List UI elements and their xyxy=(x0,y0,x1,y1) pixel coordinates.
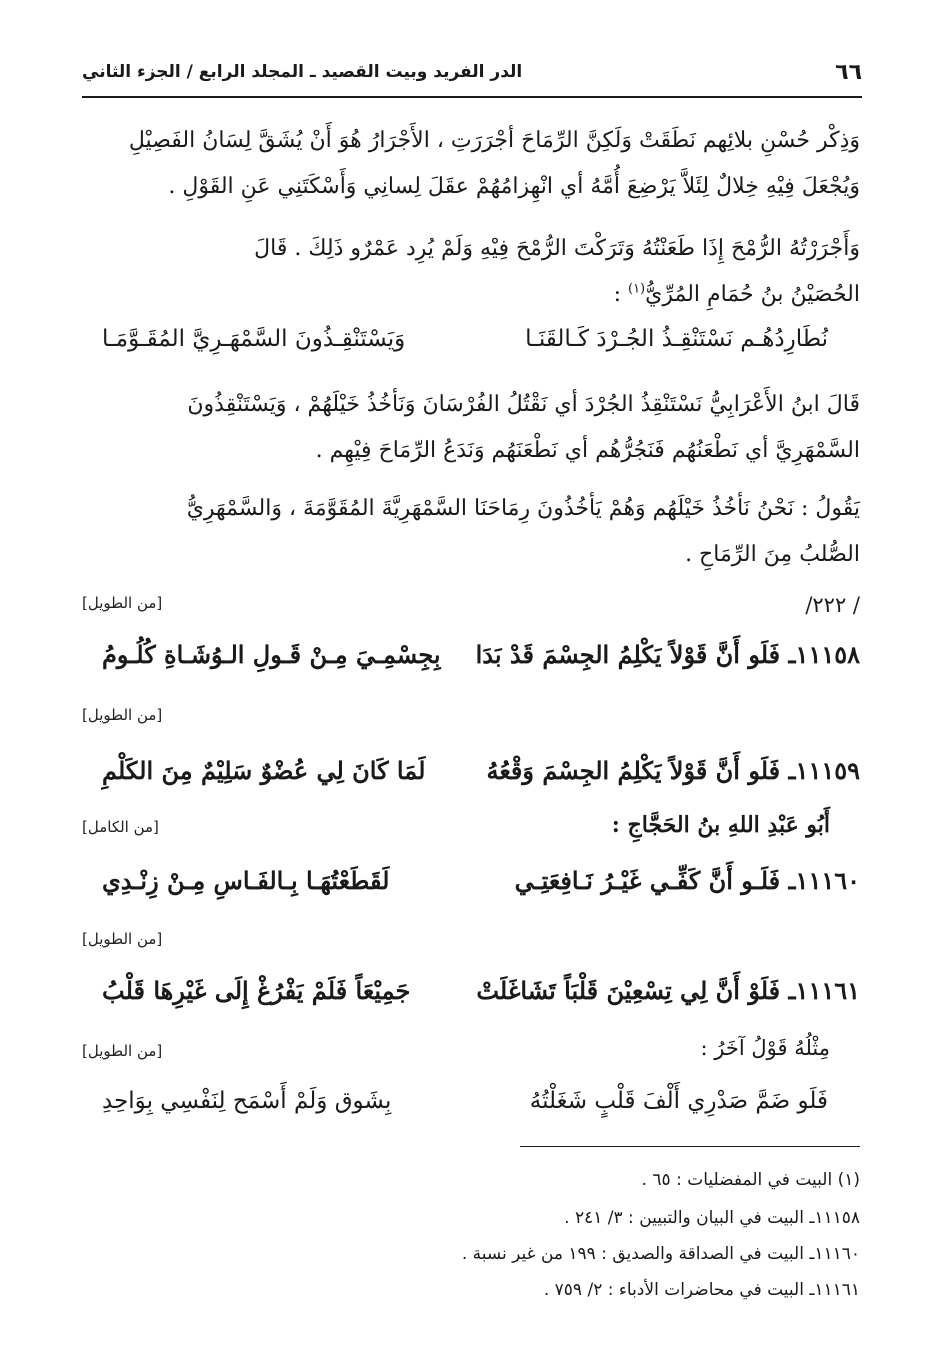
poem-verse xyxy=(80,640,860,686)
hemistich-first xyxy=(486,756,860,785)
hemistich-first xyxy=(476,640,860,669)
hemistich-text: فَلَو أَنَّ قَوْلاً يَكْلِمُ الجِسْمَ وَقْعُهُ xyxy=(486,756,781,785)
verse-intro: مِثْلُهُ قَوْلُ آخَرُ : xyxy=(700,1036,830,1060)
hemistich-text: فَلَو أَنَّ قَوْلاً يَكْلِمُ الجِسْمَ قَدْ بَدَا xyxy=(475,640,781,669)
footnote-ref: (١) xyxy=(627,281,646,297)
text-line: وَذِكْر حُسْنِ بلائِهم نَطَقَتْ وَلَكِنَّ الرِّمَاحَ أجْرَرَتِ ، الأَجْرَارُ هُوَ أَنْ يُشَقَّ لِسَانُ الفَصِيْلِ xyxy=(128,128,860,153)
verse-number: ١١١٦٠ـ xyxy=(788,866,860,895)
hemistich-second: وَيَسْتَنْقِـذُونَ السَّمْهَـرِيَّ المُقَـوَّمَـا xyxy=(102,326,406,352)
page-header xyxy=(82,56,862,98)
quoted-verse xyxy=(80,326,860,372)
poet-name: أَبُو عَبْدِ اللهِ بنُ الحَجَّاجِ : xyxy=(611,812,830,838)
verse-number: ١١١٦١ـ xyxy=(788,976,860,1005)
hemistich-second: بِشَوق وَلَمْ أَسْمَح لِنَفْسِي بِوَاحِدِ xyxy=(102,1088,392,1114)
text-line: الصُّلبُ مِنَ الرِّمَاحِ . xyxy=(685,542,860,567)
meter-label: [من الطويل] xyxy=(82,1042,163,1060)
commentary-paragraph-1 xyxy=(80,118,860,210)
explanation-paragraph-1 xyxy=(80,382,860,474)
hemistich-second: جَمِيْعَاً فَلَمْ يَفْرُغْ إِلَى غَيْرِهَا قَلْبُ xyxy=(102,976,411,1005)
footnote-divider xyxy=(520,1146,860,1147)
text-line xyxy=(80,272,860,318)
hemistich-first xyxy=(515,866,860,895)
poem-verse xyxy=(80,1088,860,1134)
verse-number: ١١١٥٨ـ xyxy=(788,640,860,669)
poem-verse xyxy=(80,756,860,802)
meter-label: [من الطويل] xyxy=(82,594,163,612)
footnote: ١١١٦٠ـ البيت في الصداقة والصديق : ١٩٩ من غير نسبة . xyxy=(461,1244,860,1264)
running-title: الدر الفريد وبيت القصيد ـ المجلد الرابع / الجزء الثاني xyxy=(82,62,523,82)
text-line: وَأَجْرَرْتُهُ الرُّمْحَ إِذَا طَعَنْتُهُ وَتَرَكْتَ الرُّمْحَ فِيْهِ وَلَمْ يُرِد عَمْرٌو ذَلِكَ . قَالَ xyxy=(254,236,860,261)
text-line: السَّمْهَرِيَّ أي نَطْعَنُهُم فَنَجُرُّهُم أي نَطْعَنَهُم وَنَدَعُ الرِّمَاحَ فِيْهِم . xyxy=(315,438,860,463)
footnote: ١١١٥٨ـ البيت في البيان والتبيين : ٣/ ٢٤١ . xyxy=(564,1208,860,1228)
page-number: ٦٦ xyxy=(835,60,862,85)
hemistich-second: لَقَطَعْتُهَـا بِـالفَـاسِ مِـنْ زِنْـدِي xyxy=(102,866,390,895)
poet-name-inline: الحُصَيْنُ بنُ حُمَامِ المُرِّيُّ xyxy=(645,282,860,307)
text-line: وَيُجْعَلَ فِيْهِ خِلالٌ لِئَلاَّ يَرْضِعَ أُمَّهُ أي انْهِزامُهُمْ عقَلَ لِسانِي وَأَسْكَتَنِي عَنِ القَوْلِ . xyxy=(168,174,860,199)
hemistich-second: بِجِسْمِـيَ مِـنْ قَـولِ الـوُشَـاةِ كُلُـومُ xyxy=(102,640,441,669)
meter-label: [من الكامل] xyxy=(82,818,159,836)
hemistich-second: لَمَا كَانَ لِي عُضْوٌ سَلِيْمٌ مِنَ الكَلْمِ xyxy=(102,756,426,785)
poem-verse xyxy=(80,976,860,1022)
footnote: ١١١٦١ـ البيت في محاضرات الأدباء : ٢/ ٧٥٩ . xyxy=(543,1280,860,1300)
hemistich-first: نُطَارِدُهُـم نَسْتَنْقِـذُ الجُـرْدَ كَـالقَنَـا xyxy=(525,326,828,352)
hemistich-text: فَلَوْ أَنَّ لِي تِسْعِيْنَ قَلْبَاً تَشَاغَلَتْ xyxy=(476,976,781,1005)
hemistich-first xyxy=(476,976,860,1005)
commentary-paragraph-2 xyxy=(80,226,860,318)
section-marker: / ٢٢٢/ xyxy=(805,593,860,617)
verse-number: ١١١٥٩ـ xyxy=(788,756,860,785)
meter-label: [من الطويل] xyxy=(82,706,163,724)
text-line: يَقُولُ : نَحْنُ نَأخُذُ خَيْلَهُم وَهُمْ يَأخُذُونَ رِمَاحَنَا السَّمْهَرِيَّةَ المُقَوَّمَةَ ، وَالسَّمْهَرِيُّ xyxy=(186,496,860,521)
footnote: (١) البيت في المفضليات : ٦٥ . xyxy=(641,1170,860,1190)
meter-label: [من الطويل] xyxy=(82,930,163,948)
hemistich-text: فَلَـو أَنَّ كَفِّـي غَيْـرُ نَـافِعَتِـي xyxy=(514,866,781,895)
poem-verse xyxy=(80,866,860,912)
colon: : xyxy=(613,282,628,307)
text-line: قَالَ ابنُ الأَعْرَابِيُّ نَسْتَنْقِذُ الجُرْدَ أي نَقْتُلُ الفُرْسَانَ وَنَأخُذُ خَيْلَهُمْ ، وَيَسْتَنْقِذُونَ xyxy=(187,392,860,417)
explanation-paragraph-2 xyxy=(80,486,860,578)
hemistich-first: فَلَو ضَمَّ صَدْرِي أَلْفَ قَلْبٍ شَغَلْتُهُ xyxy=(529,1088,828,1114)
